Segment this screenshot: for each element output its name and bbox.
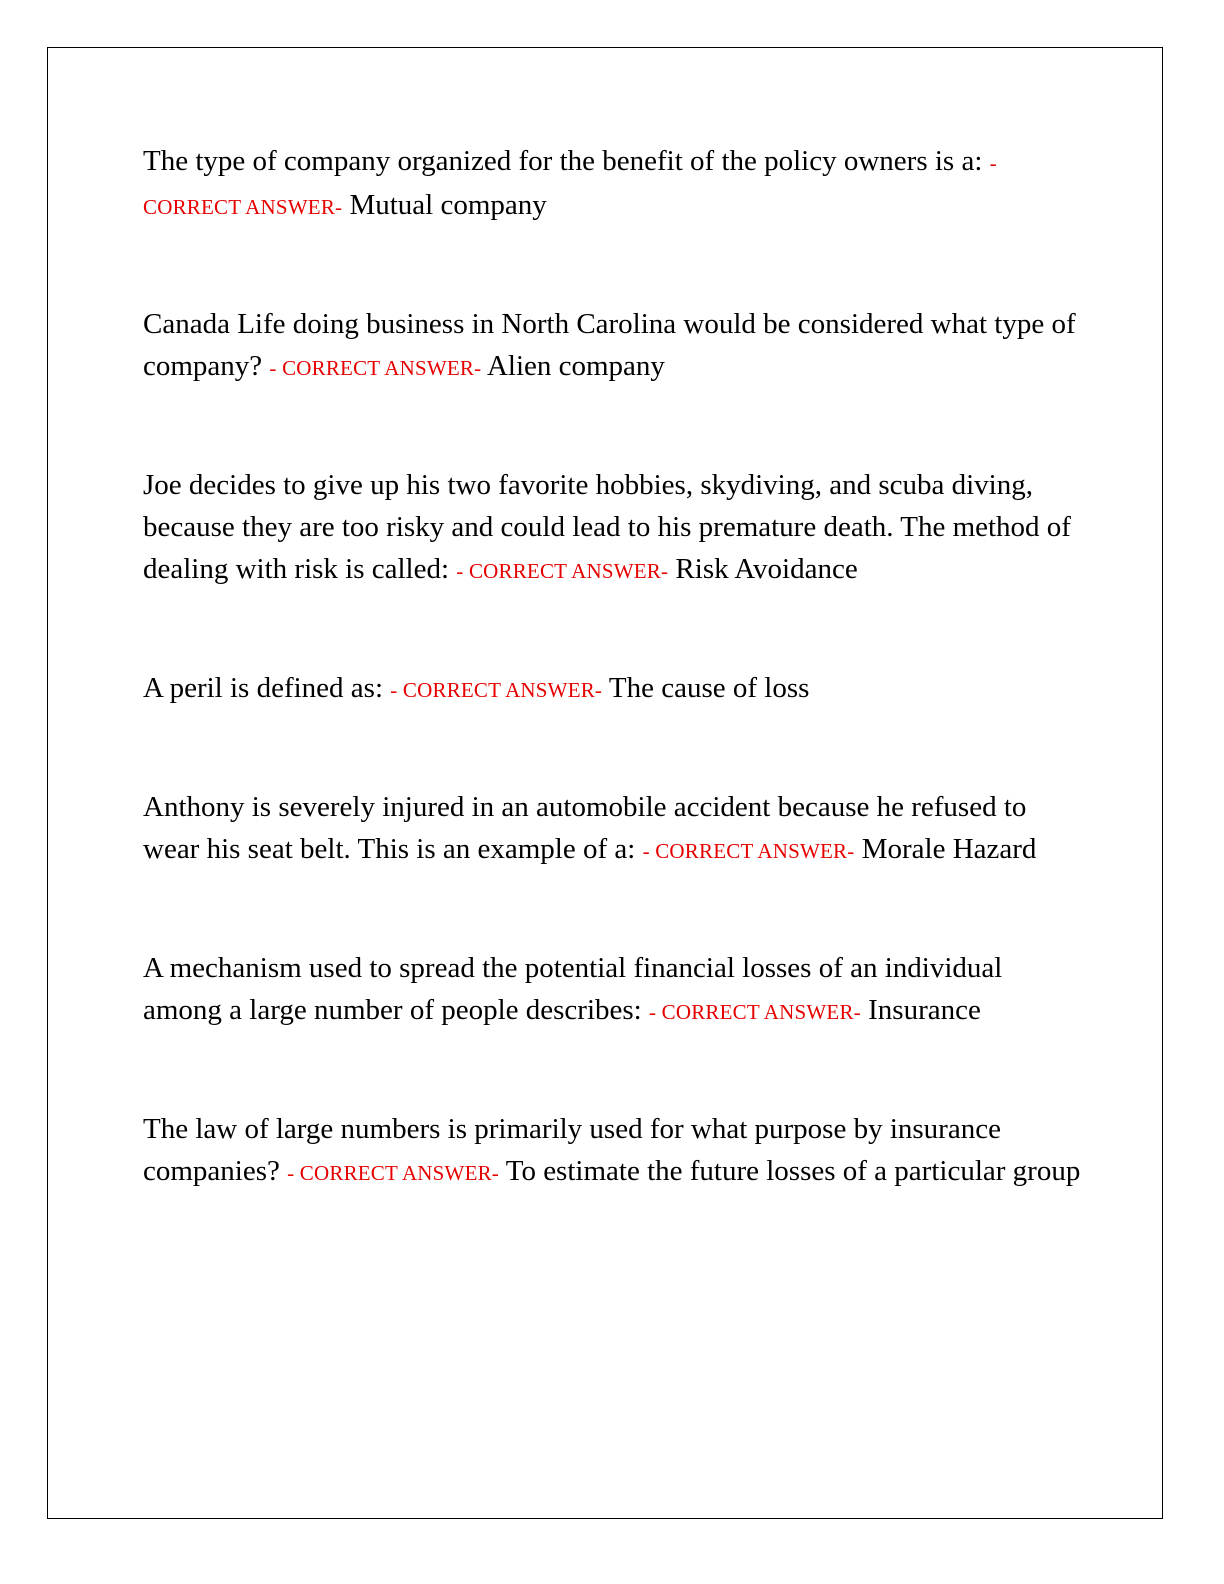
question-text: A mechanism used to spread the potential financial losses of an individual among a large number of people describes: [143,952,1003,1026]
answer-text: Morale Hazard [861,833,1037,865]
answer-text: Alien company [486,350,665,382]
answer-text: The cause of loss [608,672,810,704]
question-text: The law of large numbers is primarily used for what purpose by insurance companies? [143,1113,1001,1187]
qa-item [143,667,1083,711]
correct-answer-marker: - CORRECT ANSWER- [269,356,482,380]
question-text: Canada Life doing business in North Carolina would be considered what type of company? [143,308,1076,382]
answer-text: Insurance [868,994,981,1026]
qa-list [143,140,1083,1269]
qa-item [143,1108,1083,1194]
correct-answer-marker: - CORRECT ANSWER- [642,839,855,863]
answer-text: Mutual company [349,189,547,221]
qa-item [143,947,1083,1033]
answer-text: Risk Avoidance [675,553,858,585]
qa-item [143,464,1083,592]
correct-answer-marker: - CORRECT ANSWER- [143,151,997,219]
qa-item [143,140,1083,228]
correct-answer-marker: - CORRECT ANSWER- [287,1161,500,1185]
correct-answer-marker: - CORRECT ANSWER- [456,559,669,583]
answer-text: To estimate the future losses of a particular group [505,1155,1081,1187]
qa-item [143,786,1083,872]
question-text: Joe decides to give up his two favorite hobbies, skydiving, and scuba diving, because they are too risky and could lead to his premature death. The method of dealing with risk is called: [143,469,1071,585]
question-text: Anthony is severely injured in an automobile accident because he refused to wear his seat belt. This is an example of a: [143,791,1027,865]
correct-answer-marker: - CORRECT ANSWER- [390,678,603,702]
correct-answer-marker: - CORRECT ANSWER- [649,1000,861,1024]
qa-item [143,303,1083,389]
question-text: The type of company organized for the benefit of the policy owners is a: [143,145,983,177]
question-text: A peril is defined as: [143,672,384,704]
